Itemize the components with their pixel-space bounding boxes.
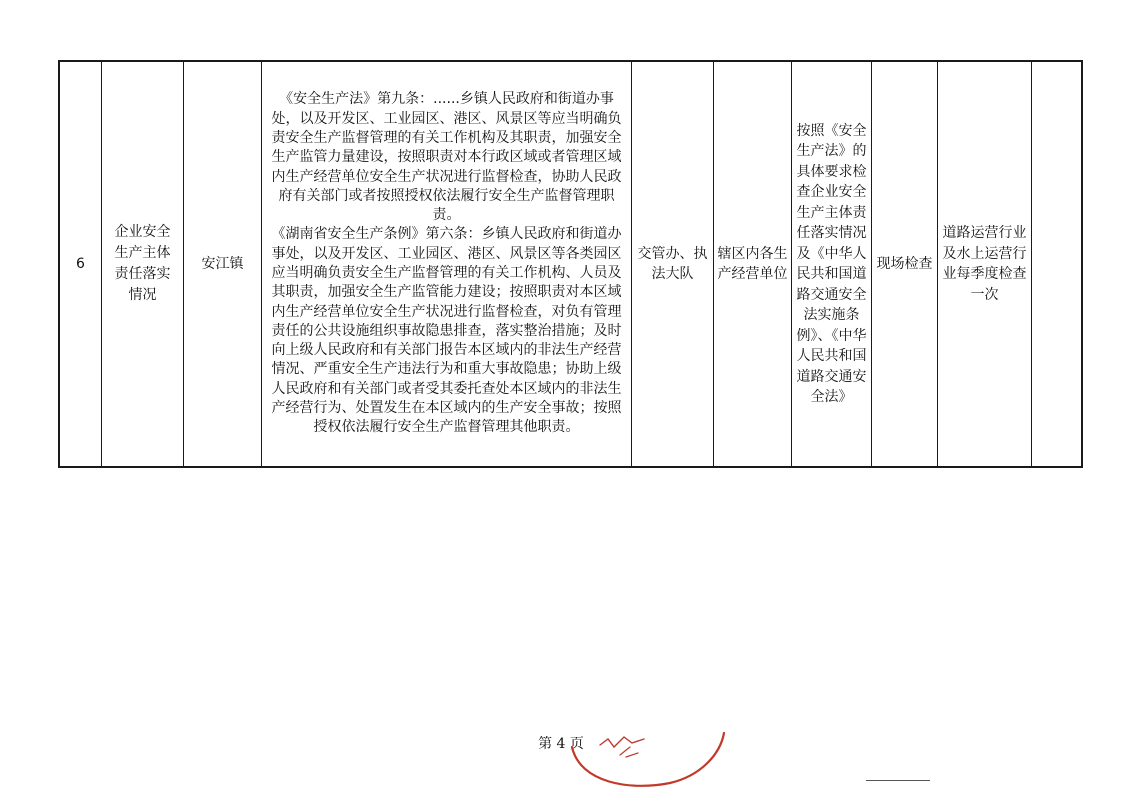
inspection-table [58,60,1083,468]
cell-frequency [938,62,1032,466]
inspection-frequency: 道路运营行业及水上运营行业每季度检查一次 [942,225,1027,303]
legal-basis-law-1: 《安全生产法》第九条：......乡镇人民政府和街道办事处，以及开发区、工业园区、港区、风景区等应当明确负责安全生产监督管理的有关工作机构及其职责，加强安全生产监管力量建设，按照职责对本行政区域或者管理区域内生产经营单位安全生产状况进行监督检查，协助人民政府有关部门或者按照授权依法履行安全生产监督管理职责。 [271,91,622,224]
signature-stamp [560,725,740,793]
page-number: 第 4 页 [538,736,584,752]
town-name: 安江镇 [201,255,244,272]
cell-index [60,62,102,466]
inspection-object: 辖区内各生产经营单位 [717,245,788,282]
cell-legal-basis [262,62,632,466]
cell-content [792,62,872,466]
cell-object [714,62,792,466]
inspection-method: 现场检查 [876,255,933,272]
stamp-scribble [600,737,644,747]
cell-town [184,62,262,466]
footer-rule [866,780,930,781]
inspection-item: 企业安全生产主体责任落实情况 [114,224,171,303]
row-index: 6 [76,255,85,272]
inspection-content: 按照《安全生产法》的具体要求检查企业安全生产主体责任落实情况及《中华人民共和国道路交通安全法实施条例》、《中华人民共和国道路交通安全法》 [796,122,867,405]
cell-method [872,62,938,466]
cell-note [1032,62,1083,466]
stamp-arc [572,733,724,786]
legal-basis [262,90,631,437]
stamp-mark [620,747,638,757]
cell-item [102,62,184,466]
legal-basis-law-2: 《湖南省安全生产条例》第六条：乡镇人民政府和街道办事处，以及开发区、工业园区、港区、风景区等各类园区应当明确负责安全生产监督管理的有关工作机构、人员及其职责，加强安全生产监管能力建设；按照职责对本区域内生产经营单位安全生产状况进行监督检查，对负有管理责任的公共设施组织事故隐患排查，落实整治措施；及时向上级人民政府和有关部门报告本区域内的非法生产经营情况、严重安全生产违法行为和重大事故隐患；协助上级人民政府和有关部门或者受其委托查处本区域内的非法生产经营行为、处置发生在本区域内的生产安全事故；按照授权依法履行安全生产监督管理其他职责。 [271,226,622,436]
responsible-department: 交管办、执法大队 [637,245,708,282]
cell-department [632,62,714,466]
